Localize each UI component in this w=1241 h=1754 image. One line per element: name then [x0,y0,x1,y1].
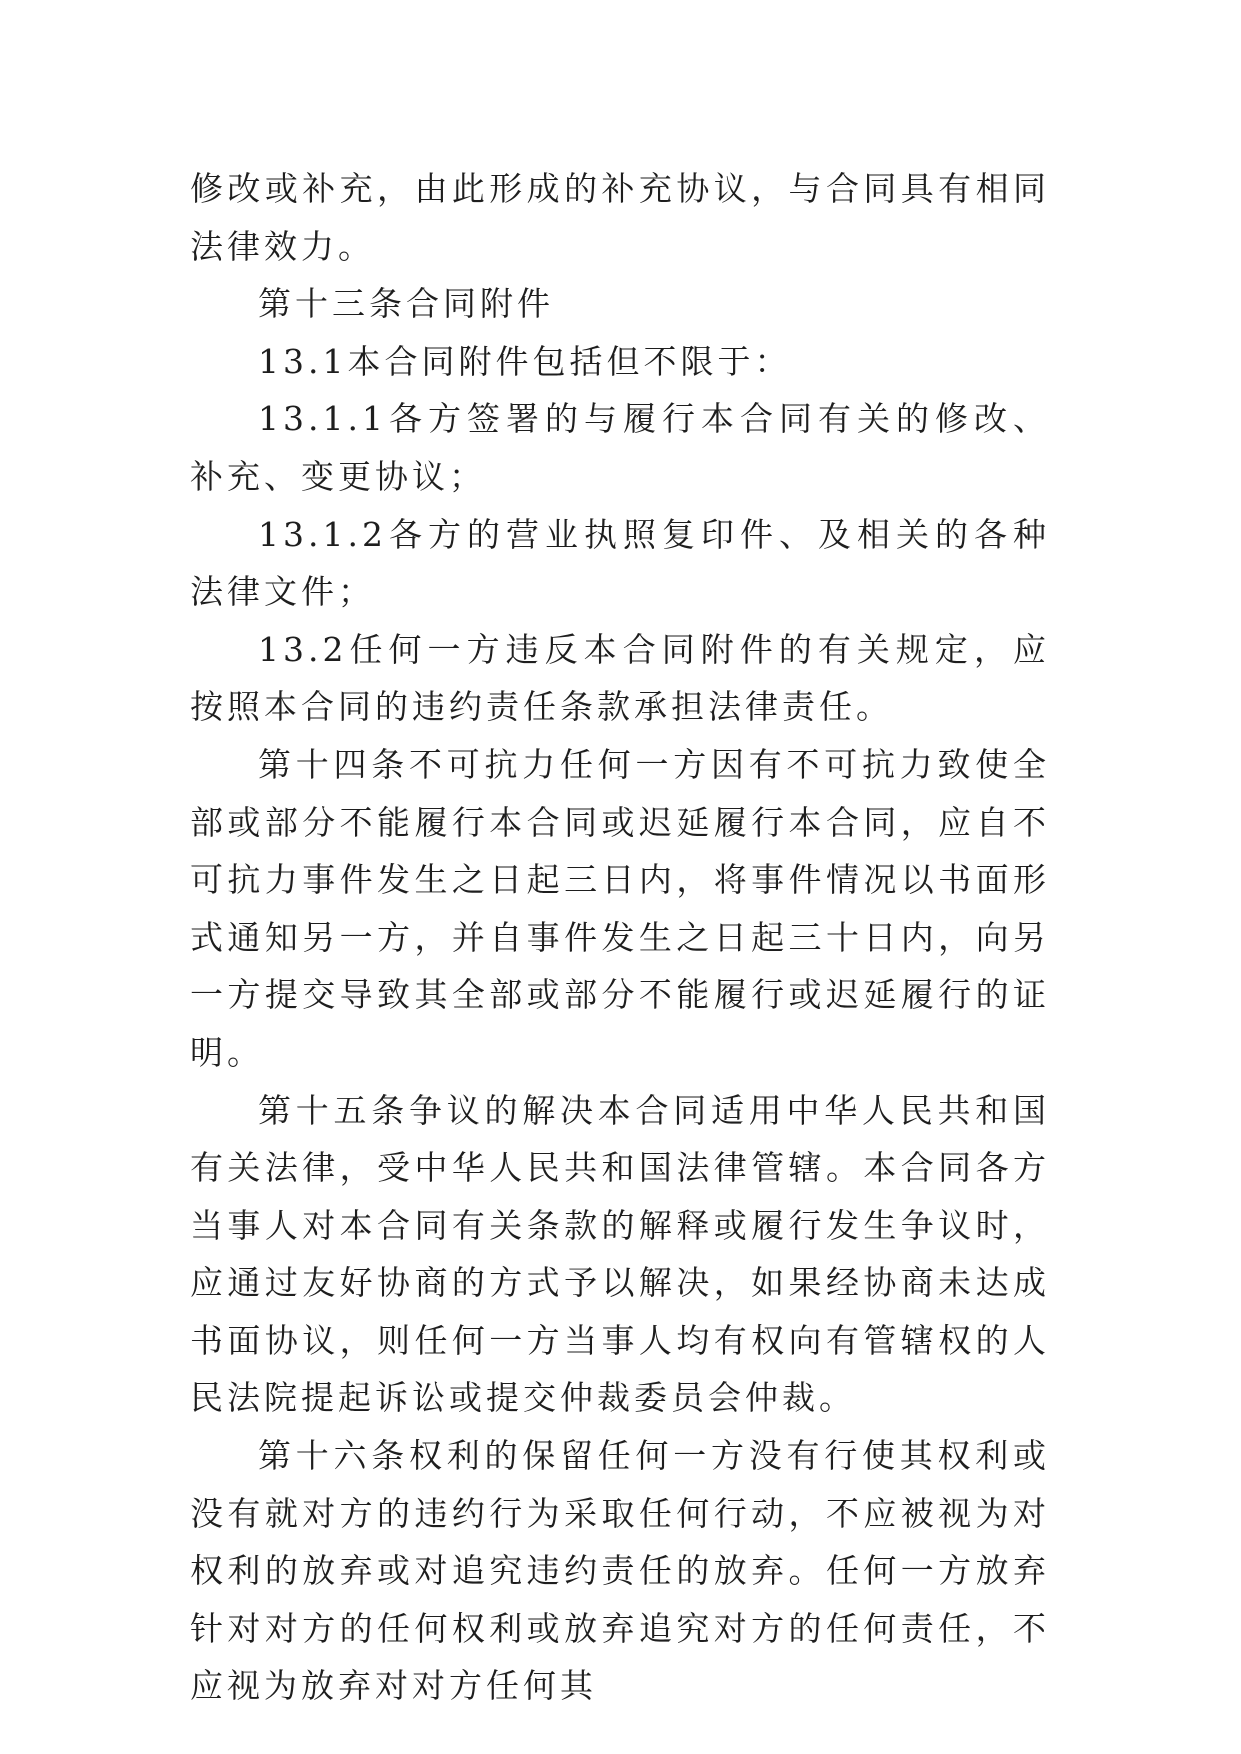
clause-13-1-1: 13.1.1各方签署的与履行本合同有关的修改、补充、变更协议； [190,399,1050,496]
paragraph-continuation: 修改或补充，由此形成的补充协议，与合同具有相同法律效力。 [190,169,1050,266]
clause-13-1: 13.1本合同附件包括但不限于： [258,341,792,381]
article-14-force-majeure: 第十四条不可抗力任何一方因有不可抗力致使全部或部分不能履行本合同或迟延履行本合同，应自不可抗力事件发生之日起三日内，将事件情况以书面形式通知另一方，并自事件发生之日起三十日内，向另一方提交导致其全部或部分不能履行或迟延履行的证明。 [190,744,1050,1072]
document-body [190,160,1050,1715]
article-15-dispute-resolution: 第十五条争议的解决本合同适用中华人民共和国有关法律，受中华人民共和国法律管辖。本合同各方当事人对本合同有关条款的解释或履行发生争议时，应通过友好协商的方式予以解决，如果经协商未达成书面协议，则任何一方当事人均有权向有管辖权的人民法院提起诉讼或提交仲裁委员会仲裁。 [190,1090,1050,1418]
article-13-heading: 第十三条合同附件 [258,284,554,324]
clause-13-2: 13.2任何一方违反本合同附件的有关规定，应按照本合同的违约责任条款承担法律责任。 [190,629,1050,727]
article-16-reservation-of-rights: 第十六条权利的保留任何一方没有行使其权利或没有就对方的违约行为采取任何行动，不应被视为对权利的放弃或对追究违约责任的放弃。任何一方放弃针对对方的任何权利或放弃追究对方的任何责任，不应视为放弃对对方任何其 [190,1436,1050,1706]
clause-13-1-2: 13.1.2各方的营业执照复印件、及相关的各种法律文件； [190,514,1050,612]
